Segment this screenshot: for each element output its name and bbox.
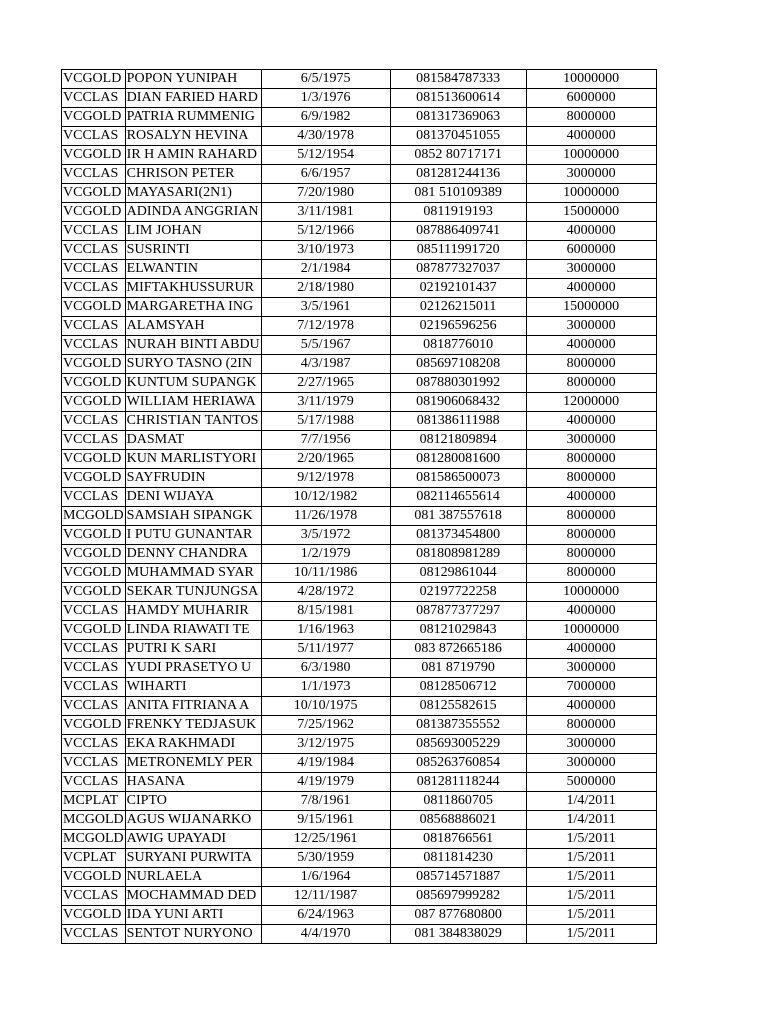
name-cell[interactable]: SENTOT NURYONO [125, 925, 261, 944]
birth-date-cell[interactable]: 6/5/1975 [261, 70, 390, 89]
card-type-cell[interactable]: VCCLAS [62, 697, 126, 716]
name-cell[interactable]: HAMDY MUHARIR [125, 602, 261, 621]
card-type-cell[interactable]: VCCLAS [62, 773, 126, 792]
name-cell[interactable]: AGUS WIJANARKO [125, 811, 261, 830]
birth-date-cell[interactable]: 4/19/1984 [261, 754, 390, 773]
table-row [62, 89, 657, 108]
amount-cell[interactable]: 3000000 [526, 659, 656, 678]
table-row [62, 146, 657, 165]
name-cell[interactable]: YUDI PRASETYO U [125, 659, 261, 678]
birth-date-cell[interactable]: 5/17/1988 [261, 412, 390, 431]
amount-cell[interactable]: 4000000 [526, 127, 656, 146]
phone-cell[interactable]: 0818766561 [390, 830, 526, 849]
phone-cell[interactable]: 081906068432 [390, 393, 526, 412]
birth-date-cell[interactable]: 7/25/1962 [261, 716, 390, 735]
amount-cell[interactable]: 10000000 [526, 146, 656, 165]
amount-cell[interactable]: 4000000 [526, 640, 656, 659]
birth-date-cell[interactable]: 2/20/1965 [261, 450, 390, 469]
birth-date-cell[interactable]: 7/8/1961 [261, 792, 390, 811]
phone-cell[interactable]: 0811860705 [390, 792, 526, 811]
table-row [62, 203, 657, 222]
phone-cell[interactable]: 081373454800 [390, 526, 526, 545]
phone-cell[interactable]: 02192101437 [390, 279, 526, 298]
name-cell[interactable]: WIHARTI [125, 678, 261, 697]
table-row [62, 374, 657, 393]
birth-date-cell[interactable]: 4/3/1987 [261, 355, 390, 374]
card-type-cell[interactable]: VCCLAS [62, 165, 126, 184]
table-row [62, 792, 657, 811]
table-row [62, 773, 657, 792]
table-row [62, 735, 657, 754]
name-cell[interactable]: LINDA RIAWATI TE [125, 621, 261, 640]
name-cell[interactable]: SAMSIAH SIPANGK [125, 507, 261, 526]
phone-cell[interactable]: 087877377297 [390, 602, 526, 621]
amount-cell[interactable]: 7000000 [526, 678, 656, 697]
name-cell[interactable]: EKA RAKHMADI [125, 735, 261, 754]
card-type-cell[interactable]: MCGOLD [62, 507, 126, 526]
table-row [62, 583, 657, 602]
birth-date-cell[interactable]: 3/5/1972 [261, 526, 390, 545]
birth-date-cell[interactable]: 6/9/1982 [261, 108, 390, 127]
birth-date-cell[interactable]: 12/11/1987 [261, 887, 390, 906]
amount-cell[interactable]: 4000000 [526, 222, 656, 241]
birth-date-cell[interactable]: 6/3/1980 [261, 659, 390, 678]
name-cell[interactable]: ANITA FITRIANA A [125, 697, 261, 716]
phone-cell[interactable]: 085693005229 [390, 735, 526, 754]
phone-cell[interactable]: 0811814230 [390, 849, 526, 868]
phone-cell[interactable]: 081387355552 [390, 716, 526, 735]
table-row [62, 564, 657, 583]
birth-date-cell[interactable]: 5/12/1966 [261, 222, 390, 241]
name-cell[interactable]: MUHAMMAD SYAR [125, 564, 261, 583]
amount-cell[interactable]: 1/5/2011 [526, 830, 656, 849]
table-row [62, 849, 657, 868]
table-row [62, 906, 657, 925]
name-cell[interactable]: DASMAT [125, 431, 261, 450]
birth-date-cell[interactable]: 8/15/1981 [261, 602, 390, 621]
amount-cell[interactable]: 4000000 [526, 488, 656, 507]
name-cell[interactable]: MOCHAMMAD DED [125, 887, 261, 906]
phone-cell[interactable]: 02196596256 [390, 317, 526, 336]
birth-date-cell[interactable]: 7/12/1978 [261, 317, 390, 336]
amount-cell[interactable]: 15000000 [526, 298, 656, 317]
name-cell[interactable]: MIFTAKHUSSURUR [125, 279, 261, 298]
birth-date-cell[interactable]: 5/5/1967 [261, 336, 390, 355]
name-cell[interactable]: MARGARETHA ING [125, 298, 261, 317]
phone-cell[interactable]: 02197722258 [390, 583, 526, 602]
name-cell[interactable]: POPON YUNIPAH [125, 70, 261, 89]
amount-cell[interactable]: 15000000 [526, 203, 656, 222]
table-row [62, 450, 657, 469]
phone-cell[interactable]: 02126215011 [390, 298, 526, 317]
table-row [62, 925, 657, 944]
birth-date-cell[interactable]: 7/7/1956 [261, 431, 390, 450]
name-cell[interactable]: CHRISON PETER [125, 165, 261, 184]
phone-cell[interactable]: 081281244136 [390, 165, 526, 184]
phone-cell[interactable]: 0811919193 [390, 203, 526, 222]
name-cell[interactable]: KUNTUM SUPANGK [125, 374, 261, 393]
name-cell[interactable]: DENNY CHANDRA [125, 545, 261, 564]
amount-cell[interactable]: 8000000 [526, 716, 656, 735]
card-type-cell[interactable]: VCGOLD [62, 355, 126, 374]
phone-cell[interactable]: 081280081600 [390, 450, 526, 469]
name-cell[interactable]: SUSRINTI [125, 241, 261, 260]
phone-cell[interactable]: 087 877680800 [390, 906, 526, 925]
phone-cell[interactable]: 081586500073 [390, 469, 526, 488]
phone-cell[interactable]: 081 387557618 [390, 507, 526, 526]
amount-cell[interactable]: 8000000 [526, 374, 656, 393]
birth-date-cell[interactable]: 11/26/1978 [261, 507, 390, 526]
amount-cell[interactable]: 10000000 [526, 621, 656, 640]
amount-cell[interactable]: 6000000 [526, 89, 656, 108]
table-row [62, 488, 657, 507]
birth-date-cell[interactable]: 5/30/1959 [261, 849, 390, 868]
birth-date-cell[interactable]: 7/20/1980 [261, 184, 390, 203]
name-cell[interactable]: ADINDA ANGGRIAN [125, 203, 261, 222]
amount-cell[interactable]: 3000000 [526, 317, 656, 336]
birth-date-cell[interactable]: 10/11/1986 [261, 564, 390, 583]
table-row [62, 298, 657, 317]
phone-cell[interactable]: 08121029843 [390, 621, 526, 640]
phone-cell[interactable]: 081808981289 [390, 545, 526, 564]
table-row [62, 108, 657, 127]
phone-cell[interactable]: 087886409741 [390, 222, 526, 241]
birth-date-cell[interactable]: 3/10/1973 [261, 241, 390, 260]
card-type-cell[interactable]: VCCLAS [62, 260, 126, 279]
table-row [62, 659, 657, 678]
phone-cell[interactable]: 085714571887 [390, 868, 526, 887]
phone-cell[interactable]: 085111991720 [390, 241, 526, 260]
name-cell[interactable]: SURYANI PURWITA [125, 849, 261, 868]
card-type-cell[interactable]: VCCLAS [62, 412, 126, 431]
table-row [62, 184, 657, 203]
card-type-cell[interactable]: VCGOLD [62, 184, 126, 203]
birth-date-cell[interactable]: 2/27/1965 [261, 374, 390, 393]
table-row [62, 545, 657, 564]
amount-cell[interactable]: 4000000 [526, 697, 656, 716]
phone-cell[interactable]: 081513600614 [390, 89, 526, 108]
amount-cell[interactable]: 3000000 [526, 431, 656, 450]
card-type-cell[interactable]: VCGOLD [62, 146, 126, 165]
birth-date-cell[interactable]: 1/16/1963 [261, 621, 390, 640]
table-row [62, 678, 657, 697]
phone-cell[interactable]: 081386111988 [390, 412, 526, 431]
name-cell[interactable]: PATRIA RUMMENIG [125, 108, 261, 127]
table-row [62, 431, 657, 450]
card-type-cell[interactable]: VCCLAS [62, 336, 126, 355]
card-type-cell[interactable]: VCGOLD [62, 469, 126, 488]
amount-cell[interactable]: 6000000 [526, 241, 656, 260]
card-type-cell[interactable]: VCGOLD [62, 868, 126, 887]
amount-cell[interactable]: 3000000 [526, 165, 656, 184]
card-type-cell[interactable]: VCGOLD [62, 526, 126, 545]
table-row [62, 507, 657, 526]
birth-date-cell[interactable]: 5/12/1954 [261, 146, 390, 165]
name-cell[interactable]: IR H AMIN RAHARD [125, 146, 261, 165]
card-type-cell[interactable]: VCCLAS [62, 887, 126, 906]
card-type-cell[interactable]: VCGOLD [62, 906, 126, 925]
name-cell[interactable]: I PUTU GUNANTAR [125, 526, 261, 545]
card-type-cell[interactable]: VCCLAS [62, 317, 126, 336]
amount-cell[interactable]: 8000000 [526, 469, 656, 488]
amount-cell[interactable]: 3000000 [526, 754, 656, 773]
card-type-cell[interactable]: VCCLAS [62, 735, 126, 754]
amount-cell[interactable]: 10000000 [526, 184, 656, 203]
amount-cell[interactable]: 4000000 [526, 279, 656, 298]
name-cell[interactable]: SEKAR TUNJUNGSA [125, 583, 261, 602]
amount-cell[interactable]: 8000000 [526, 564, 656, 583]
name-cell[interactable]: ALAMSYAH [125, 317, 261, 336]
card-type-cell[interactable]: VCGOLD [62, 108, 126, 127]
card-type-cell[interactable]: VCCLAS [62, 279, 126, 298]
card-type-cell[interactable]: VCCLAS [62, 89, 126, 108]
name-cell[interactable]: CIPTO [125, 792, 261, 811]
phone-cell[interactable]: 081281118244 [390, 773, 526, 792]
card-type-cell[interactable]: VCGOLD [62, 203, 126, 222]
name-cell[interactable]: ROSALYN HEVINA [125, 127, 261, 146]
amount-cell[interactable]: 3000000 [526, 260, 656, 279]
card-type-cell[interactable]: VCCLAS [62, 754, 126, 773]
amount-cell[interactable]: 8000000 [526, 526, 656, 545]
table-row [62, 697, 657, 716]
amount-cell[interactable]: 12000000 [526, 393, 656, 412]
amount-cell[interactable]: 1/4/2011 [526, 811, 656, 830]
name-cell[interactable]: FRENKY TEDJASUK [125, 716, 261, 735]
table-row [62, 222, 657, 241]
table-row [62, 241, 657, 260]
name-cell[interactable]: WILLIAM HERIAWA [125, 393, 261, 412]
birth-date-cell[interactable]: 1/1/1973 [261, 678, 390, 697]
name-cell[interactable]: DENI WIJAYA [125, 488, 261, 507]
phone-cell[interactable]: 085697108208 [390, 355, 526, 374]
amount-cell[interactable]: 1/5/2011 [526, 868, 656, 887]
table-row [62, 317, 657, 336]
table-row [62, 754, 657, 773]
amount-cell[interactable]: 8000000 [526, 507, 656, 526]
phone-cell[interactable]: 085697999282 [390, 887, 526, 906]
table-row [62, 887, 657, 906]
phone-cell[interactable]: 081 8719790 [390, 659, 526, 678]
card-type-cell[interactable]: MCGOLD [62, 830, 126, 849]
phone-cell[interactable]: 08568886021 [390, 811, 526, 830]
name-cell[interactable]: LIM JOHAN [125, 222, 261, 241]
card-type-cell[interactable]: VCCLAS [62, 640, 126, 659]
birth-date-cell[interactable]: 3/5/1961 [261, 298, 390, 317]
table-row [62, 279, 657, 298]
birth-date-cell[interactable]: 4/19/1979 [261, 773, 390, 792]
card-type-cell[interactable]: VCGOLD [62, 545, 126, 564]
birth-date-cell[interactable]: 10/10/1975 [261, 697, 390, 716]
birth-date-cell[interactable]: 3/11/1979 [261, 393, 390, 412]
name-cell[interactable]: IDA YUNI ARTI [125, 906, 261, 925]
amount-cell[interactable]: 1/5/2011 [526, 887, 656, 906]
name-cell[interactable]: NURAH BINTI ABDU [125, 336, 261, 355]
card-type-cell[interactable]: VCGOLD [62, 450, 126, 469]
birth-date-cell[interactable]: 3/11/1981 [261, 203, 390, 222]
amount-cell[interactable]: 1/5/2011 [526, 925, 656, 944]
table-row [62, 165, 657, 184]
phone-cell[interactable]: 0852 80717171 [390, 146, 526, 165]
card-type-cell[interactable]: VCCLAS [62, 602, 126, 621]
card-type-cell[interactable]: VCCLAS [62, 222, 126, 241]
card-type-cell[interactable]: VCGOLD [62, 70, 126, 89]
birth-date-cell[interactable]: 3/12/1975 [261, 735, 390, 754]
birth-date-cell[interactable]: 4/28/1972 [261, 583, 390, 602]
card-type-cell[interactable]: VCGOLD [62, 298, 126, 317]
birth-date-cell[interactable]: 9/15/1961 [261, 811, 390, 830]
phone-cell[interactable]: 087880301992 [390, 374, 526, 393]
card-type-cell[interactable]: VCCLAS [62, 925, 126, 944]
phone-cell[interactable]: 081584787333 [390, 70, 526, 89]
spreadsheet-body [62, 70, 657, 944]
name-cell[interactable]: HASANA [125, 773, 261, 792]
name-cell[interactable]: KUN MARLISTYORI [125, 450, 261, 469]
phone-cell[interactable]: 08121809894 [390, 431, 526, 450]
name-cell[interactable]: MAYASARI(2N1) [125, 184, 261, 203]
name-cell[interactable]: SURYO TASNO (2IN [125, 355, 261, 374]
card-type-cell[interactable]: MCGOLD [62, 811, 126, 830]
phone-cell[interactable]: 08125582615 [390, 697, 526, 716]
name-cell[interactable]: PUTRI K SARI [125, 640, 261, 659]
table-row [62, 469, 657, 488]
birth-date-cell[interactable]: 6/6/1957 [261, 165, 390, 184]
table-row [62, 602, 657, 621]
table-row [62, 70, 657, 89]
amount-cell[interactable]: 10000000 [526, 70, 656, 89]
amount-cell[interactable]: 8000000 [526, 545, 656, 564]
table-row [62, 393, 657, 412]
phone-cell[interactable]: 0818776010 [390, 336, 526, 355]
table-row [62, 336, 657, 355]
phone-cell[interactable]: 083 872665186 [390, 640, 526, 659]
phone-cell[interactable]: 081 510109389 [390, 184, 526, 203]
amount-cell[interactable]: 3000000 [526, 735, 656, 754]
birth-date-cell[interactable]: 5/11/1977 [261, 640, 390, 659]
amount-cell[interactable]: 8000000 [526, 355, 656, 374]
phone-cell[interactable]: 085263760854 [390, 754, 526, 773]
phone-cell[interactable]: 081370451055 [390, 127, 526, 146]
card-type-cell[interactable]: VCCLAS [62, 659, 126, 678]
birth-date-cell[interactable]: 9/12/1978 [261, 469, 390, 488]
table-row [62, 127, 657, 146]
birth-date-cell[interactable]: 4/4/1970 [261, 925, 390, 944]
table-row [62, 830, 657, 849]
card-type-cell[interactable]: VCGOLD [62, 564, 126, 583]
card-type-cell[interactable]: VCCLAS [62, 431, 126, 450]
amount-cell[interactable]: 4000000 [526, 412, 656, 431]
birth-date-cell[interactable]: 2/18/1980 [261, 279, 390, 298]
amount-cell[interactable]: 1/5/2011 [526, 906, 656, 925]
card-type-cell[interactable]: VCCLAS [62, 241, 126, 260]
card-type-cell[interactable]: VCCLAS [62, 678, 126, 697]
table-row [62, 412, 657, 431]
table-row [62, 716, 657, 735]
card-type-cell[interactable]: VCGOLD [62, 583, 126, 602]
amount-cell[interactable]: 1/4/2011 [526, 792, 656, 811]
amount-cell[interactable]: 8000000 [526, 450, 656, 469]
table-row [62, 526, 657, 545]
amount-cell[interactable]: 10000000 [526, 583, 656, 602]
spreadsheet-table [61, 69, 657, 944]
card-type-cell[interactable]: VCGOLD [62, 374, 126, 393]
name-cell[interactable]: METRONEMLY PER [125, 754, 261, 773]
card-type-cell[interactable]: VCCLAS [62, 127, 126, 146]
birth-date-cell[interactable]: 12/25/1961 [261, 830, 390, 849]
name-cell[interactable]: AWIG UPAYADI [125, 830, 261, 849]
amount-cell[interactable]: 5000000 [526, 773, 656, 792]
phone-cell[interactable]: 087877327037 [390, 260, 526, 279]
phone-cell[interactable]: 08128506712 [390, 678, 526, 697]
birth-date-cell[interactable]: 10/12/1982 [261, 488, 390, 507]
amount-cell[interactable]: 4000000 [526, 602, 656, 621]
birth-date-cell[interactable]: 1/6/1964 [261, 868, 390, 887]
amount-cell[interactable]: 8000000 [526, 108, 656, 127]
amount-cell[interactable]: 4000000 [526, 336, 656, 355]
table-row [62, 868, 657, 887]
phone-cell[interactable]: 081317369063 [390, 108, 526, 127]
birth-date-cell[interactable]: 1/3/1976 [261, 89, 390, 108]
name-cell[interactable]: DIAN FARIED HARD [125, 89, 261, 108]
name-cell[interactable]: SAYFRUDIN [125, 469, 261, 488]
table-row [62, 621, 657, 640]
card-type-cell[interactable]: VCGOLD [62, 621, 126, 640]
phone-cell[interactable]: 08129861044 [390, 564, 526, 583]
card-type-cell[interactable]: VCPLAT [62, 849, 126, 868]
birth-date-cell[interactable]: 6/24/1963 [261, 906, 390, 925]
card-type-cell[interactable]: VCGOLD [62, 393, 126, 412]
birth-date-cell[interactable]: 1/2/1979 [261, 545, 390, 564]
birth-date-cell[interactable]: 4/30/1978 [261, 127, 390, 146]
card-type-cell[interactable]: VCCLAS [62, 488, 126, 507]
table-row [62, 640, 657, 659]
table-row [62, 355, 657, 374]
birth-date-cell[interactable]: 2/1/1984 [261, 260, 390, 279]
name-cell[interactable]: CHRISTIAN TANTOS [125, 412, 261, 431]
amount-cell[interactable]: 1/5/2011 [526, 849, 656, 868]
name-cell[interactable]: NURLAELA [125, 868, 261, 887]
phone-cell[interactable]: 082114655614 [390, 488, 526, 507]
phone-cell[interactable]: 081 384838029 [390, 925, 526, 944]
table-row [62, 811, 657, 830]
card-type-cell[interactable]: VCGOLD [62, 716, 126, 735]
name-cell[interactable]: ELWANTIN [125, 260, 261, 279]
table-row [62, 260, 657, 279]
card-type-cell[interactable]: MCPLAT [62, 792, 126, 811]
